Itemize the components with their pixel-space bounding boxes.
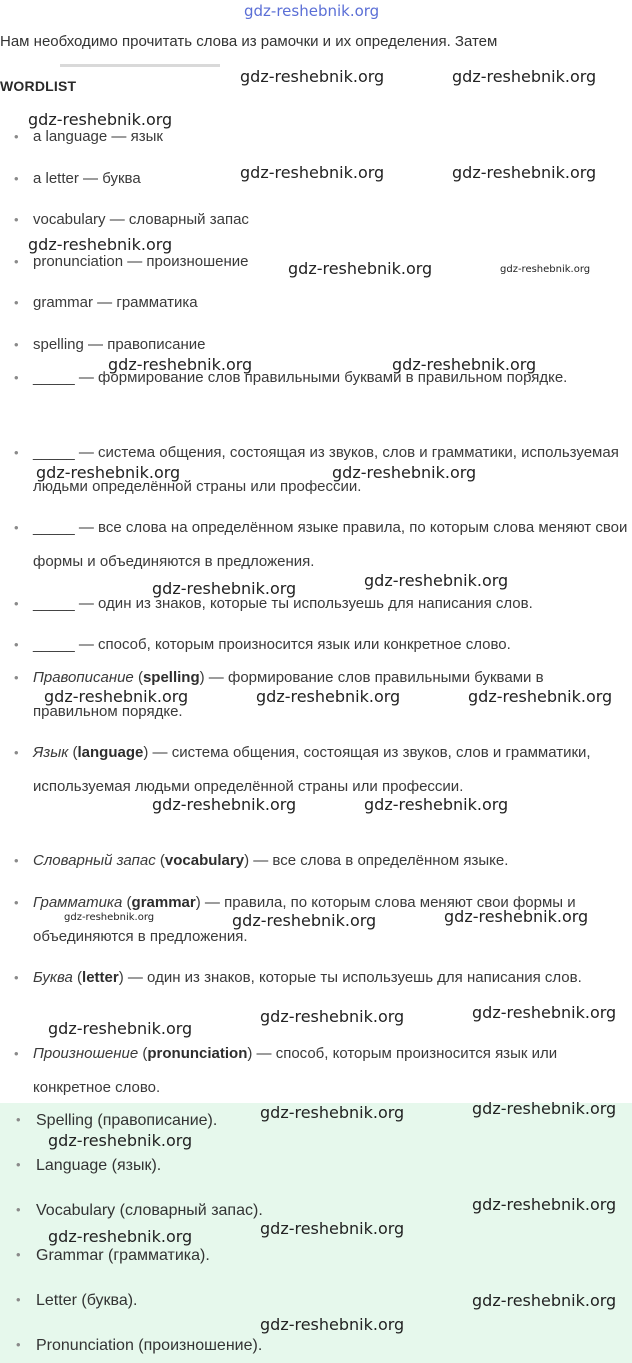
intro-text: Нам необходимо прочитать слова из рамочки и их определения. Затем <box>0 33 498 50</box>
watermark-text: gdz-reshebnik.org <box>260 1315 405 1334</box>
watermark-text: gdz-reshebnik.org <box>452 67 597 86</box>
watermark-text: gdz-reshebnik.org <box>364 571 509 590</box>
definition-term: Правописание <box>33 669 134 686</box>
watermark-text: gdz-reshebnik.org <box>472 1099 617 1118</box>
task-entry: _____ — система общения, состоящая из звуков, слов и грамматики, используемая людьми определённой страны или профессии. <box>33 444 619 495</box>
bullet-icon: • <box>14 129 19 144</box>
bullet-icon: • <box>14 1046 19 1061</box>
watermark-text: gdz-reshebnik.org <box>332 463 477 482</box>
definition-term: Язык <box>33 744 69 761</box>
word-entry: pronunciation — произношение <box>33 253 249 270</box>
wordlist-title: WORDLIST <box>0 78 77 94</box>
word-entry: a language — язык <box>33 128 163 145</box>
definition-word: grammar <box>131 894 196 911</box>
definition-text: — формирование слов правильными буквами в правильном порядке. <box>33 669 544 720</box>
bullet-icon: • <box>14 171 19 186</box>
definition-word: letter <box>82 969 119 986</box>
watermark-text: gdz-reshebnik.org <box>472 1195 617 1214</box>
bullet-icon: • <box>16 1337 21 1352</box>
bullet-icon: • <box>14 370 19 385</box>
watermark-text: gdz-reshebnik.org <box>260 1219 405 1238</box>
bullet-icon: • <box>14 520 19 535</box>
watermark-text: gdz-reshebnik.org <box>108 355 253 374</box>
definition-word: spelling <box>142 669 200 686</box>
definition-term: Грамматика <box>33 894 123 911</box>
bullet-icon: • <box>14 596 19 611</box>
watermark-text: gdz-reshebnik.org <box>392 355 537 374</box>
watermark-text: gdz-reshebnik.org <box>260 1103 405 1122</box>
bullet-icon: • <box>14 337 19 352</box>
watermark-text: gdz-reshebnik.org <box>64 912 155 923</box>
watermark-text: gdz-reshebnik.org <box>256 687 401 706</box>
watermark-text: gdz-reshebnik.org <box>240 67 385 86</box>
watermark-text: gdz-reshebnik.org <box>36 463 181 482</box>
watermark-text: gdz-reshebnik.org <box>28 235 173 254</box>
definition-text: — все слова в определённом языке. <box>249 852 509 869</box>
watermark-text: gdz-reshebnik.org <box>472 1291 617 1310</box>
answer-text: Pronunciation (произношение). <box>36 1337 263 1354</box>
bullet-icon: • <box>14 853 19 868</box>
bullet-icon: • <box>16 1112 21 1127</box>
definition-word: pronunciation <box>147 1045 248 1062</box>
definition-text: — способ, которым произносится язык или конкретное слово. <box>33 1045 558 1096</box>
word-entry: a letter — буква <box>33 170 141 187</box>
watermark-text: gdz-reshebnik.org <box>244 2 380 20</box>
bullet-icon: • <box>14 745 19 760</box>
watermark-text: gdz-reshebnik.org <box>232 911 377 930</box>
bullet-icon: • <box>14 212 19 227</box>
answer-text: Language (язык). <box>36 1157 162 1174</box>
watermark-text: gdz-reshebnik.org <box>48 1227 193 1246</box>
watermark-text: gdz-reshebnik.org <box>44 687 189 706</box>
watermark-text: gdz-reshebnik.org <box>444 907 589 926</box>
bullet-icon: • <box>14 895 19 910</box>
definition-text: — правила, по которым слова меняют свои формы и объединяются в предложения. <box>33 894 576 945</box>
task-entry: _____ — формирование слов правильными буквами в правильном порядке. <box>33 369 568 386</box>
bullet-icon: • <box>14 295 19 310</box>
definition-term: Словарный запас <box>33 852 156 869</box>
watermark-text: gdz-reshebnik.org <box>48 1019 193 1038</box>
answer-text: Vocabulary (словарный запас). <box>36 1202 263 1219</box>
watermark-text: gdz-reshebnik.org <box>472 1003 617 1022</box>
word-entry: vocabulary — словарный запас <box>33 211 249 228</box>
definition-term: Произношение <box>33 1045 139 1062</box>
task-entry: _____ — способ, которым произносится язык или конкретное слово. <box>33 636 511 653</box>
clipped-text-fragment <box>60 64 220 67</box>
bullet-icon: • <box>14 637 19 652</box>
watermark-text: gdz-reshebnik.org <box>452 163 597 182</box>
definition-text: — один из знаков, которые ты используешь для написания слов. <box>123 969 582 986</box>
definition-term: Буква <box>33 969 73 986</box>
watermark-text: gdz-reshebnik.org <box>468 687 613 706</box>
task-entry: _____ — один из знаков, которые ты используешь для написания слов. <box>33 595 533 612</box>
bullet-icon: • <box>16 1292 21 1307</box>
watermark-text: gdz-reshebnik.org <box>48 1131 193 1150</box>
definition-text: — система общения, состоящая из звуков, слов и грамматики, используемая людьми определённой страны или профессии. <box>33 744 591 795</box>
watermark-text: gdz-reshebnik.org <box>240 163 385 182</box>
answer-text: Grammar (грамматика). <box>36 1247 210 1264</box>
word-entry: spelling — правописание <box>33 336 206 353</box>
definition-word: language <box>77 744 144 761</box>
word-entry: grammar — грамматика <box>33 294 198 311</box>
watermark-text: gdz-reshebnik.org <box>288 259 433 278</box>
watermark-text: gdz-reshebnik.org <box>364 795 509 814</box>
bullet-icon: • <box>14 445 19 460</box>
answer-text: Letter (буква). <box>36 1292 138 1309</box>
bullet-icon: • <box>14 254 19 269</box>
watermark-text: gdz-reshebnik.org <box>260 1007 405 1026</box>
definition-word: vocabulary <box>164 852 245 869</box>
answer-text: Spelling (правописание). <box>36 1112 218 1129</box>
watermark-text: gdz-reshebnik.org <box>152 795 297 814</box>
task-entry: _____ — все слова на определённом языке правила, по которым слова меняют свои формы и объединяются в предложения. <box>33 519 628 570</box>
bullet-icon: • <box>14 970 19 985</box>
watermark-text: gdz-reshebnik.org <box>28 110 173 129</box>
bullet-icon: • <box>16 1157 21 1172</box>
watermark-text: gdz-reshebnik.org <box>152 579 297 598</box>
bullet-icon: • <box>14 670 19 685</box>
bullet-icon: • <box>16 1247 21 1262</box>
watermark-text: gdz-reshebnik.org <box>500 264 591 275</box>
bullet-icon: • <box>16 1202 21 1217</box>
